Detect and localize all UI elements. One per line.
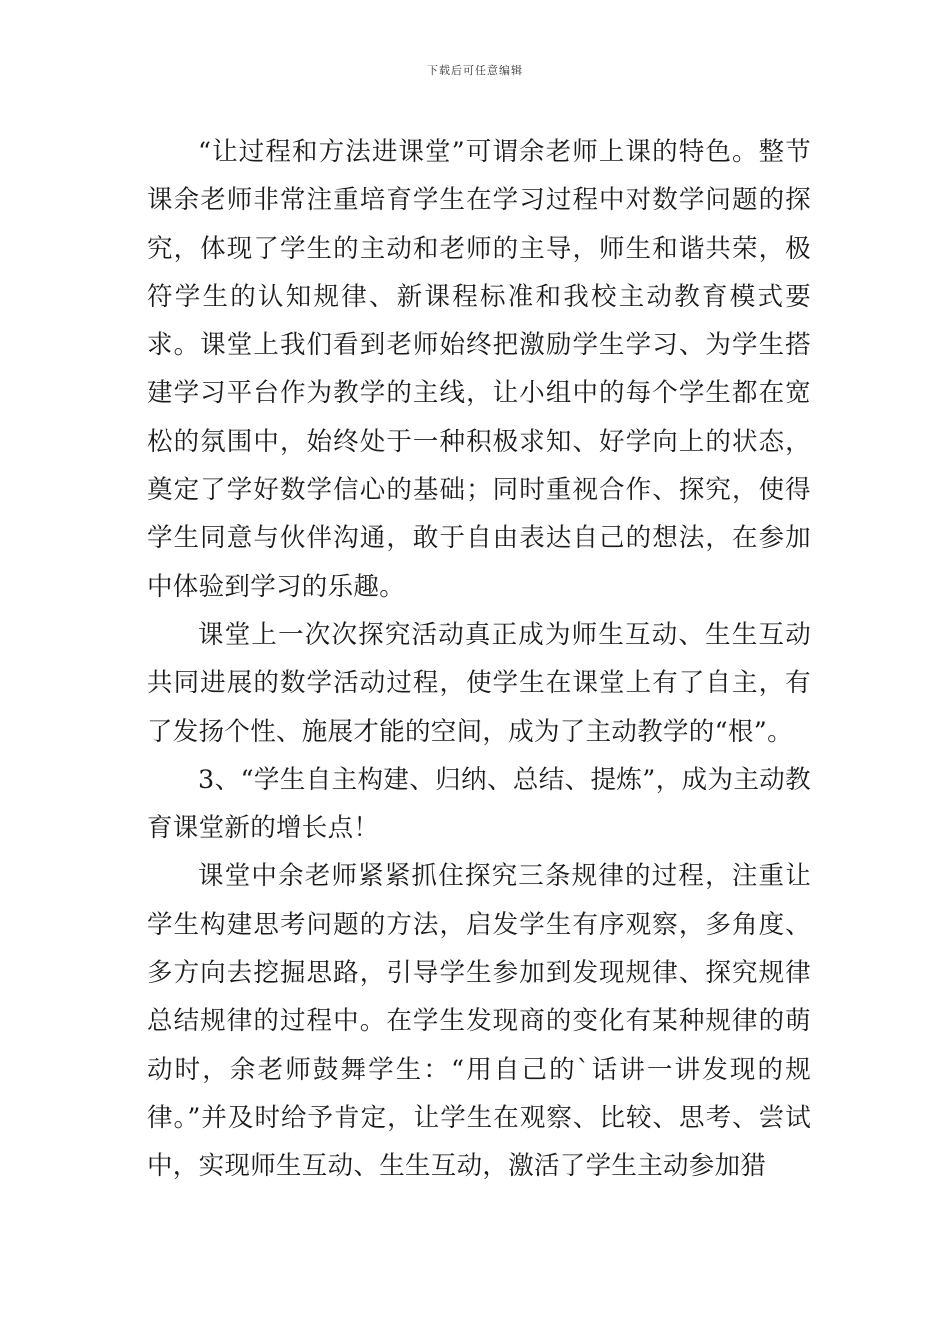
paragraph-4: 课堂中余老师紧紧抓住探究三条规律的过程，注重让学生构建思考问题的方法，启发学生有序观察，多角度、多方向去挖掘思路，引导学生参加到发现规律、探究规律总结规律的过程中。在学生发现商的变化有某种规律的萌动时，余老师鼓舞学生：“用自己的`话讲一讲发现的规律。”并及时给予肯定，让学生在观察、比较、思考、尝试中，实现师生互动、生生互动，激活了学生主动参加猎	[147, 861, 811, 1182]
page-header: 下载后可任意编辑	[427, 64, 523, 77]
paragraph-3: 3、“学生自主构建、归纳、总结、提炼”，成为主动教育课堂新的增长点！	[147, 764, 811, 844]
document-body	[147, 128, 811, 1191]
paragraph-1: “让过程和方法进课堂”可谓余老师上课的特色。整节课余老师非常注重培育学生在学习过程中对数学问题的探究，体现了学生的主动和老师的主导，师生和谐共荣，极符学生的认知规律、新课程标准和我校主动教育模式要求。课堂上我们看到老师始终把激励学生学习、为学生搭建学习平台作为教学的主线，让小组中的每个学生都在宽松的氛围中，始终处于一种积极求知、好学向上的状态，奠定了学好数学信心的基础；同时重视合作、探究，使得学生同意与伙伴沟通，敢于自由表达自己的想法，在参加中体验到学习的乐趣。	[147, 137, 811, 602]
paragraph-2: 课堂上一次次探究活动真正成为师生互动、生生互动共同进展的数学活动过程，使学生在课堂上有了自主，有了发扬个性、施展才能的空间，成为了主动教学的“根”。	[147, 619, 811, 747]
